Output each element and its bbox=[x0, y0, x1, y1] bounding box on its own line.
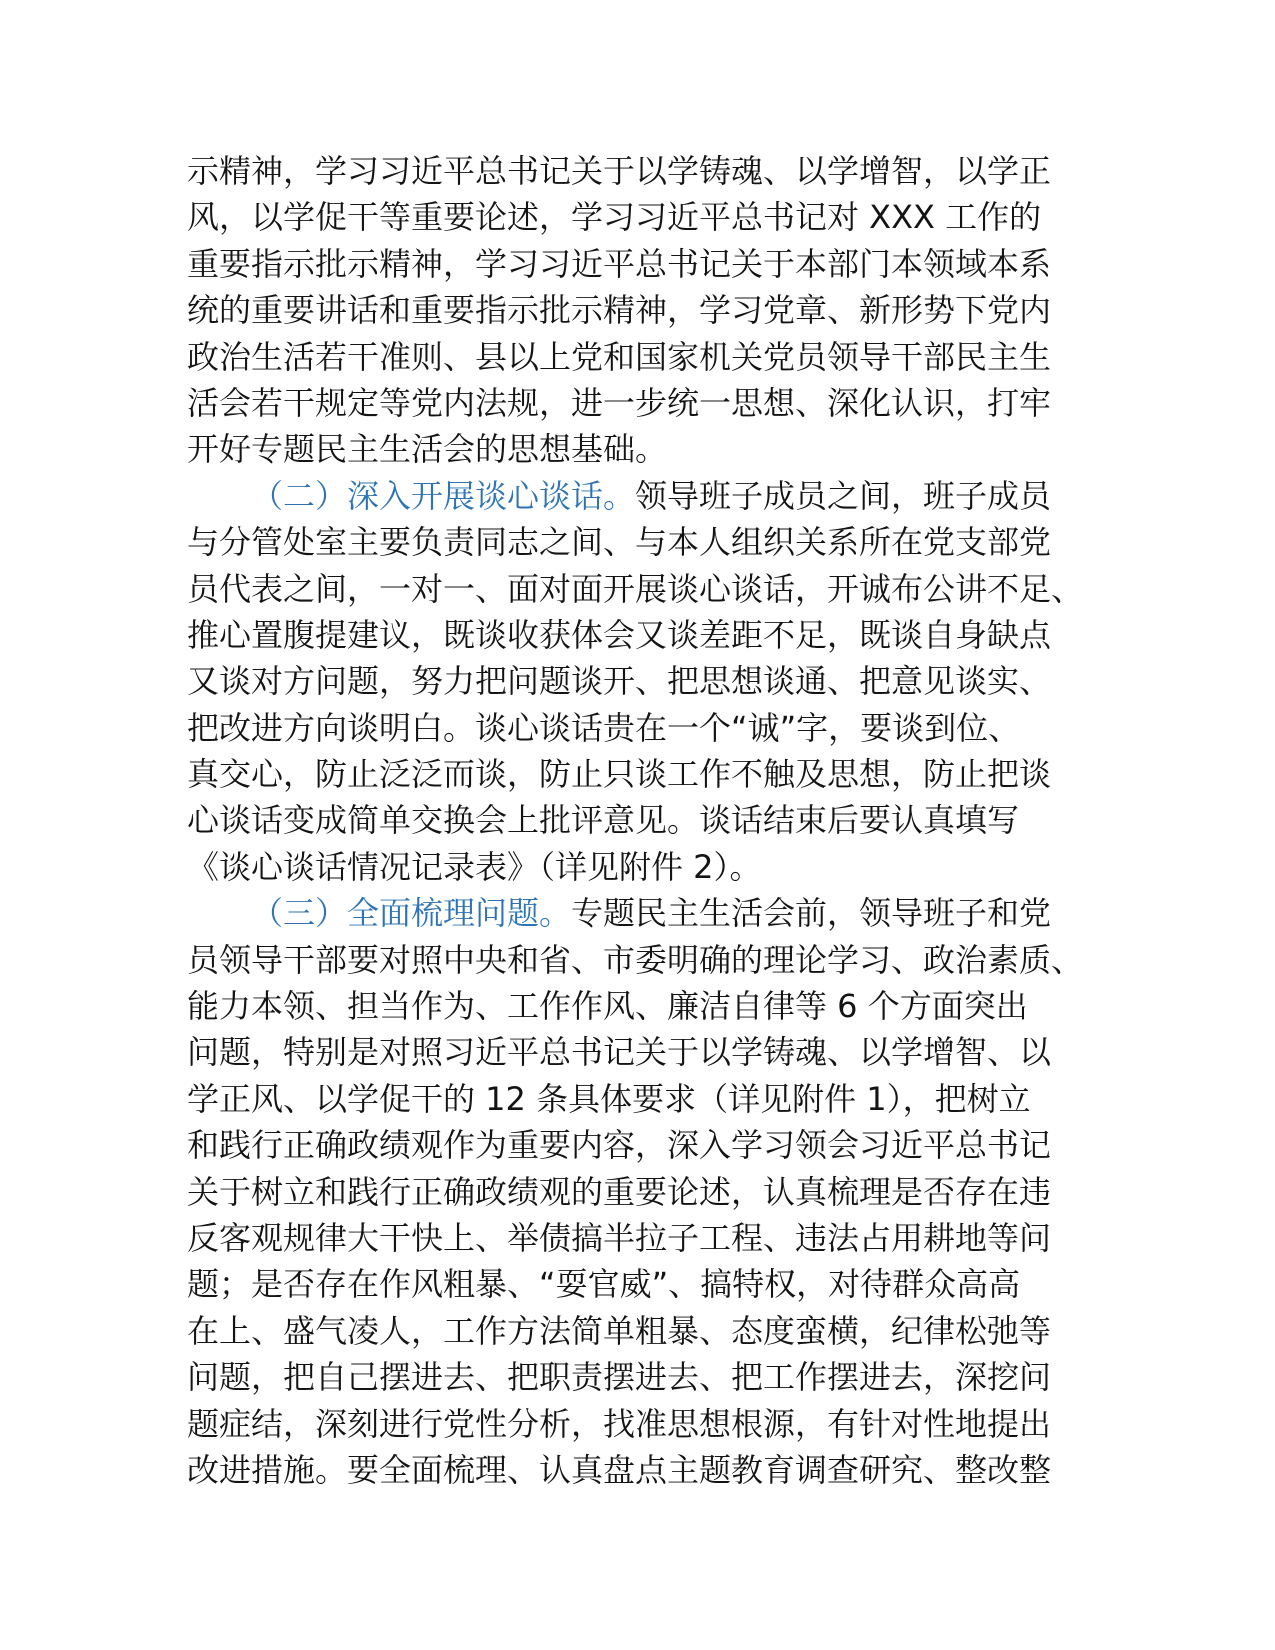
text-line: 活会若干规定等党内法规，进一步统一思想、深化认识，打牢 bbox=[187, 383, 1052, 422]
text-line bbox=[187, 473, 1107, 519]
section-heading: （二）深入开展谈心谈话。 bbox=[251, 476, 636, 515]
text-line: 统的重要讲话和重要指示批示精神，学习党章、新形势下党内 bbox=[187, 291, 1052, 330]
text-line: 学正风、以学促干的 12 条具体要求（详见附件 1），把树立 bbox=[187, 1079, 1031, 1118]
text-line: 推心置腹提建议，既谈收获体会又谈差距不足，既谈自身缺点 bbox=[187, 615, 1052, 654]
text-line: 把改进方向谈明白。谈心谈话贵在一个“诚”字，要谈到位、 bbox=[187, 708, 1021, 747]
text-line: 示精神，学习习近平总书记关于以学铸魂、以学增智，以学正 bbox=[187, 152, 1052, 190]
text-line: 反客观规律大干快上、举债搞半拉子工程、违法占用耕地等问 bbox=[187, 1218, 1052, 1257]
text-line: 政治生活若干准则、县以上党和国家机关党员领导干部民主生 bbox=[187, 337, 1052, 376]
paragraph-sort-out-problems bbox=[187, 890, 1107, 1493]
text-line: 能力本领、担当作为、工作作风、廉洁自律等 6 个方面突出 bbox=[187, 987, 1028, 1026]
text-line: 问题，特别是对照习近平总书记关于以学铸魂、以学增智、以 bbox=[187, 1033, 1052, 1072]
text-line: 心谈话变成简单交换会上批评意见。谈话结束后要认真填写 bbox=[187, 801, 1020, 840]
text-line: 员代表之间，一对一、面对面开展谈心谈话，开诚布公讲不足、 bbox=[187, 569, 1084, 608]
section-text: 专题民主生活会前，领导班子和党 bbox=[571, 894, 1052, 933]
text-line: 真交心，防止泛泛而谈，防止只谈工作不触及思想，防止把谈 bbox=[187, 755, 1052, 794]
text-line: 在上、盛气凌人，工作方法简单粗暴、态度蛮横，纪律松弛等 bbox=[187, 1311, 1052, 1350]
section-heading: （三）全面梳理问题。 bbox=[251, 894, 572, 933]
text-line: 关于树立和践行正确政绩观的重要论述，认真梳理是否存在违 bbox=[187, 1172, 1052, 1211]
text-line: 和践行正确政绩观作为重要内容，深入学习领会习近平总书记 bbox=[187, 1126, 1052, 1165]
paragraph-heart-to-heart-talks bbox=[187, 473, 1107, 891]
text-line: 题症结，深刻进行党性分析，找准思想根源，有针对性地提出 bbox=[187, 1404, 1052, 1443]
text-line: 风，以学促干等重要论述，学习习近平总书记对 XXX 工作的 bbox=[187, 198, 1042, 237]
text-line: 改进措施。要全面梳理、认真盘点主题教育调查研究、整改整 bbox=[187, 1450, 1052, 1489]
text-line: 开好专题民主生活会的思想基础。 bbox=[187, 430, 668, 469]
text-line: 问题，把自己摆进去、把职责摆进去、把工作摆进去，深挖问 bbox=[187, 1358, 1052, 1397]
text-line: 与分管处室主要负责同志之间、与本人组织关系所在党支部党 bbox=[187, 523, 1052, 562]
text-line: 员领导干部要对照中央和省、市委明确的理论学习、政治素质、 bbox=[187, 940, 1084, 979]
text-line: 又谈对方问题，努力把问题谈开、把思想谈通、把意见谈实、 bbox=[187, 662, 1052, 701]
text-line: 题；是否存在作风粗暴、“耍官威”、搞特权，对待群众高高 bbox=[187, 1265, 1021, 1304]
text-line: 《谈心谈话情况记录表》（详见附件 2）。 bbox=[187, 847, 762, 886]
document-body bbox=[187, 148, 1107, 1493]
text-line: 重要指示批示精神，学习习近平总书记关于本部门本领域本系 bbox=[187, 244, 1052, 283]
section-text: 领导班子成员之间，班子成员 bbox=[635, 476, 1052, 515]
paragraph-study bbox=[187, 148, 1107, 473]
text-line bbox=[187, 890, 1107, 936]
